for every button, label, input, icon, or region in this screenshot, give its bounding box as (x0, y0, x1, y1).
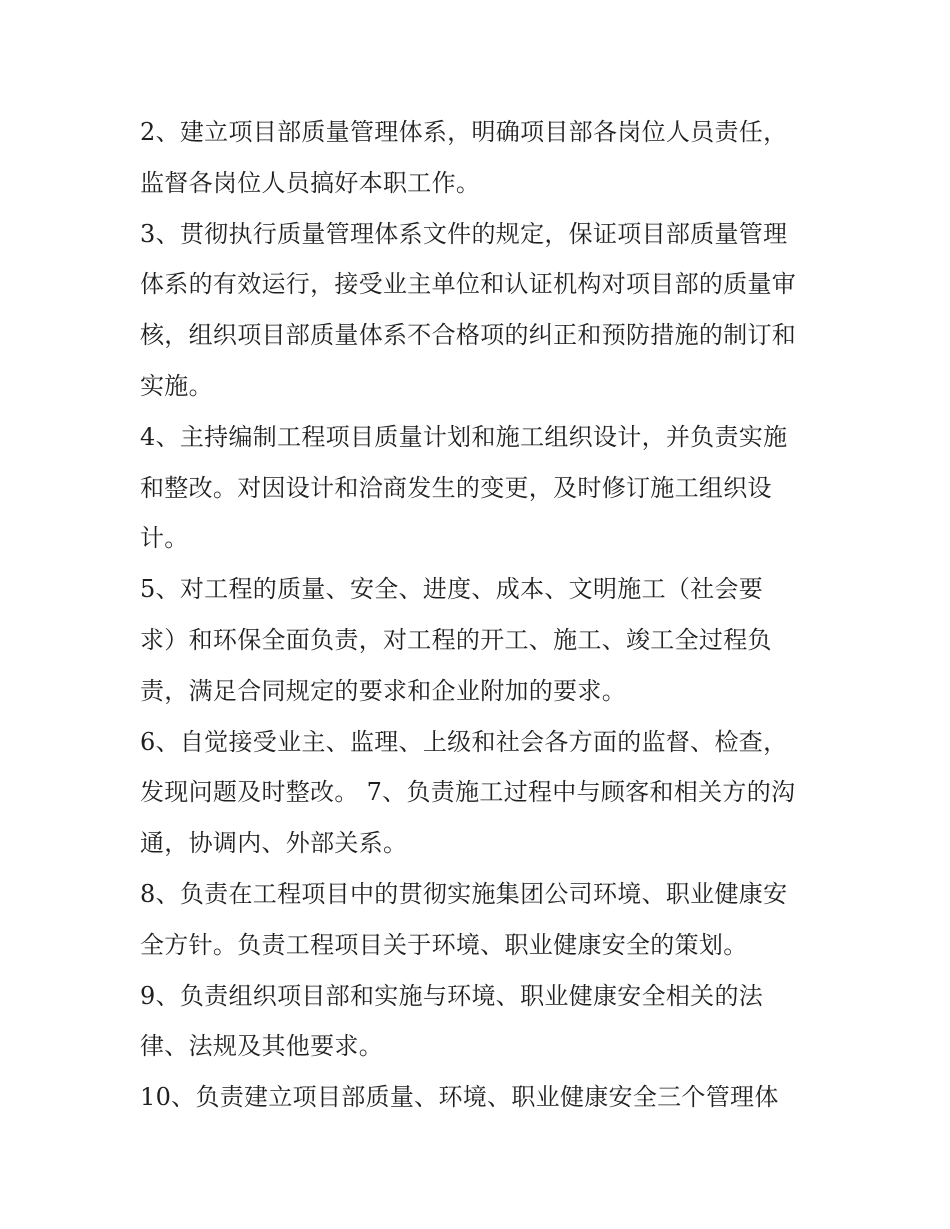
text-line: 6、自觉接受业主、监理、上级和社会各方面的监督、检查， (140, 727, 788, 756)
text-line: 全方针。负责工程项目关于环境、职业健康安全的策划。 (140, 930, 748, 959)
text-line: 9、负责组织项目部和实施与环境、职业健康安全相关的法 (140, 981, 764, 1010)
text-line: 通，协调内、外部关系。 (140, 829, 408, 858)
text-line: 8、负责在工程项目中的贯彻实施集团公司环境、职业健康安 (140, 879, 788, 908)
text-line: 监督各岗位人员搞好本职工作。 (140, 168, 481, 197)
text-line: 计。 (140, 524, 189, 553)
text-line: 体系的有效运行，接受业主单位和认证机构对项目部的质量审 (140, 270, 797, 299)
text-line: 2、建立项目部质量管理体系，明确项目部各岗位人员责任， (140, 118, 788, 146)
text-line: 5、对工程的质量、安全、进度、成本、文明施工（社会要 (140, 575, 764, 604)
text-line: 10、负责建立项目部质量、环境、职业健康安全三个管理体 (140, 1083, 779, 1112)
text-line: 3、贯彻执行质量管理体系文件的规定，保证项目部质量管理 (140, 219, 788, 248)
text-line: 责，满足合同规定的要求和企业附加的要求。 (140, 676, 626, 705)
text-line: 核，组织项目部质量体系不合格项的纠正和预防措施的制订和 (140, 321, 797, 350)
text-line: 求）和环保全面负责，对工程的开工、施工、竣工全过程负 (140, 625, 772, 654)
document-body (140, 107, 840, 1123)
text-line: 实施。 (140, 371, 213, 400)
text-line: 和整改。对因设计和洽商发生的变更，及时修订施工组织设 (140, 473, 772, 502)
text-line: 4、主持编制工程项目质量计划和施工组织设计，并负责实施 (140, 422, 788, 451)
text-line: 发现问题及时整改。 7、负责施工过程中与顾客和相关方的沟 (140, 778, 796, 807)
text-line: 律、法规及其他要求。 (140, 1032, 383, 1061)
